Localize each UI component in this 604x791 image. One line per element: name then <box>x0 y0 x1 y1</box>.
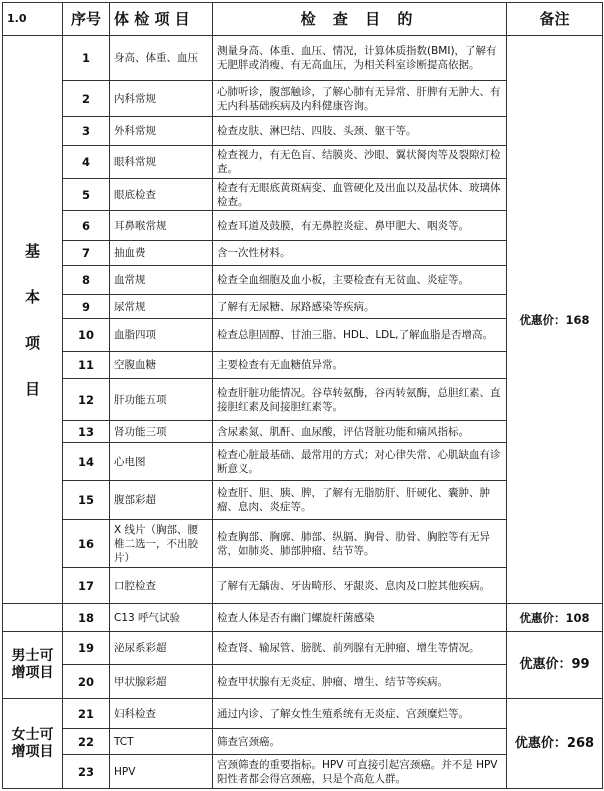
row-number: 17 <box>63 568 110 604</box>
exam-purpose: 通过内诊、了解女性生殖系统有无炎症、宫颈糜烂等。 <box>213 699 507 729</box>
exam-item: TCT <box>110 729 213 755</box>
exam-item: 甲状腺彩超 <box>110 665 213 699</box>
exam-purpose: 检查人体是否有幽门螺旋杆菌感染 <box>213 604 507 632</box>
exam-purpose: 主要检查有无血糖值异常。 <box>213 352 507 379</box>
exam-item: 外科常规 <box>110 117 213 146</box>
table-row <box>3 36 603 81</box>
exam-purpose: 含一次性材料。 <box>213 241 507 266</box>
exam-purpose: 宫颈筛查的重要指标。HPV 可直接引起宫颈癌。并不是 HPV 阳性者都会得宫颈癌，只是个高危人群。 <box>213 755 507 789</box>
exam-item: 身高、体重、血压 <box>110 36 213 81</box>
exam-purpose: 检查视力，有无色盲、结膜炎、沙眼、翼状胬肉等及裂隙灯检查。 <box>213 146 507 179</box>
exam-purpose: 筛查宫颈癌。 <box>213 729 507 755</box>
row-number: 13 <box>63 421 110 443</box>
row-number: 1 <box>63 36 110 81</box>
exam-purpose: 检查心脏最基础、最常用的方式；对心律失常、心肌缺血有诊断意义。 <box>213 443 507 481</box>
discount-price: 优惠价：99 <box>507 632 603 699</box>
discount-price: 优惠价：168 <box>507 36 603 604</box>
exam-item: 空腹血糖 <box>110 352 213 379</box>
group-label: 男士可增项目 <box>3 632 63 699</box>
exam-purpose: 检查肝脏功能情况。谷草转氨酶，谷丙转氨酶，总胆红素、直接胆红素及间接胆红素等。 <box>213 379 507 421</box>
exam-item: 口腔检查 <box>110 568 213 604</box>
row-number: 18 <box>63 604 110 632</box>
exam-purpose: 检查皮肤、淋巴结、四肢、头颈、躯干等。 <box>213 117 507 146</box>
row-number: 7 <box>63 241 110 266</box>
exam-table <box>2 2 603 789</box>
row-number: 2 <box>63 81 110 117</box>
row-number: 23 <box>63 755 110 789</box>
row-number: 11 <box>63 352 110 379</box>
exam-purpose: 检查耳道及鼓膜，有无鼻腔炎症、鼻甲肥大、咽炎等。 <box>213 211 507 241</box>
row-number: 3 <box>63 117 110 146</box>
exam-purpose: 检查肝、胆、胰、脾，了解有无脂肪肝、肝硬化、囊肿、肿瘤、息肉、炎症等。 <box>213 481 507 520</box>
row-number: 22 <box>63 729 110 755</box>
exam-purpose: 检查肾、输尿管、膀胱、前列腺有无肿瘤、增生等情况。 <box>213 632 507 665</box>
exam-purpose: 检查全血细胞及血小板，主要检查有无贫血、炎症等。 <box>213 266 507 295</box>
header-item: 体 检 项 目 <box>110 3 213 36</box>
exam-item: 肾功能三项 <box>110 421 213 443</box>
exam-item: 尿常规 <box>110 295 213 319</box>
row-number: 12 <box>63 379 110 421</box>
exam-item: 血常规 <box>110 266 213 295</box>
exam-purpose: 心肺听诊，腹部触诊，了解心肺有无异常、肝脾有无肿大、有无内科基础疾病及内科健康咨询。 <box>213 81 507 117</box>
exam-item: 抽血费 <box>110 241 213 266</box>
header-note: 备注 <box>507 3 603 36</box>
row-number: 19 <box>63 632 110 665</box>
exam-item: 血脂四项 <box>110 319 213 352</box>
header-no: 序号 <box>63 3 110 36</box>
exam-purpose: 检查有无眼底黄斑病变、血管硬化及出血以及晶状体、玻璃体检查。 <box>213 179 507 211</box>
row-number: 14 <box>63 443 110 481</box>
exam-purpose: 测量身高、体重、血压、情况，计算体质指数(BMI)，了解有无肥胖或消瘦、有无高血压，为相关科室诊断提高依据。 <box>213 36 507 81</box>
row-number: 16 <box>63 520 110 568</box>
row-number: 4 <box>63 146 110 179</box>
discount-price: 优惠价：108 <box>507 604 603 632</box>
row-number: 20 <box>63 665 110 699</box>
group-label: 女士可增项目 <box>3 699 63 789</box>
exam-purpose: 了解有无龋齿、牙齿畸形、牙龈炎、息肉及口腔其他疾病。 <box>213 568 507 604</box>
exam-purpose: 检查甲状腺有无炎症、肿瘤、增生、结节等疾病。 <box>213 665 507 699</box>
exam-purpose: 了解有无尿糖、尿路感染等疾病。 <box>213 295 507 319</box>
group-label: 基 本 项 目 <box>3 36 63 604</box>
header-row <box>3 3 603 36</box>
discount-price: 优惠价：268 <box>507 699 603 789</box>
exam-item: C13 呼气试验 <box>110 604 213 632</box>
table-row <box>3 699 603 729</box>
exam-item: 眼科常规 <box>110 146 213 179</box>
version-label: 1.0 <box>3 3 63 36</box>
exam-item: 耳鼻喉常规 <box>110 211 213 241</box>
row-number: 10 <box>63 319 110 352</box>
exam-item: 心电图 <box>110 443 213 481</box>
exam-item: 内科常规 <box>110 81 213 117</box>
exam-item: 腹部彩超 <box>110 481 213 520</box>
exam-item: 泌尿系彩超 <box>110 632 213 665</box>
row-number: 6 <box>63 211 110 241</box>
exam-purpose: 检查总胆固醇、甘油三脂、HDL、LDL,了解血脂是否增高。 <box>213 319 507 352</box>
table-row <box>3 632 603 665</box>
table-row <box>3 604 603 632</box>
exam-item: 眼底检查 <box>110 179 213 211</box>
exam-purpose: 检查胸部、胸廓、肺部、纵膈、胸骨、肋骨、胸腔等有无异常，如肺炎、肺部肿瘤、结节等。 <box>213 520 507 568</box>
row-number: 8 <box>63 266 110 295</box>
exam-purpose: 含尿素氮、肌酐、血尿酸，评估肾脏功能和痛风指标。 <box>213 421 507 443</box>
exam-item: X 线片（胸部、腰椎二选一，不出胶片） <box>110 520 213 568</box>
header-purpose: 检 查 目 的 <box>213 3 507 36</box>
exam-item: 肝功能五项 <box>110 379 213 421</box>
exam-item: 妇科检查 <box>110 699 213 729</box>
row-number: 5 <box>63 179 110 211</box>
row-number: 9 <box>63 295 110 319</box>
exam-item: HPV <box>110 755 213 789</box>
row-number: 15 <box>63 481 110 520</box>
row-number: 21 <box>63 699 110 729</box>
group-label <box>3 604 63 632</box>
